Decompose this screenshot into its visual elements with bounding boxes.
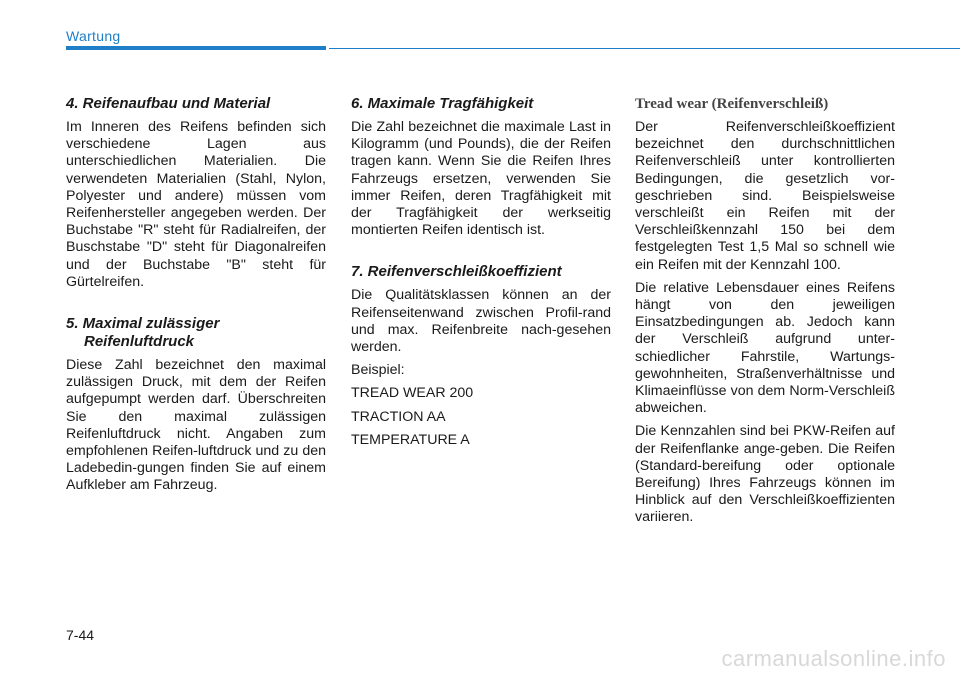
section-title: Wartung [66, 28, 121, 44]
paragraph-tread-wear-1: Der Reifenverschleißkoeffizient bezeichnet den durchschnittlichen Reifenverschleiß unter kontrollierten Bedingungen, die gesetzlich vor-geschrieben sind. Beispielsweise verschleißt ein Reifen mit der Verschleißkennzahl 150 bei dem festgelegten Test 1,5 Mal so schnell wie ein Reifen mit der Kennzahl 100. [635, 119, 895, 273]
example-line: TEMPERATURE A [351, 431, 470, 448]
paragraph-max-load: Die Zahl bezeichnet die maximale Last in Kilogramm (und Pounds), die der Reifen tragen kann. Wenn Sie die Reifen Ihres Fahrzeugs ersetzen, verwenden Sie immer Reifen, deren Tragfähigkeit mit der Tragfähigkeit der werkseitig montierten Reifen identisch ist. [351, 119, 611, 239]
heading-max-load: 6. Maximale Tragfähigkeit [351, 95, 534, 112]
watermark: carmanualsonline.info [721, 646, 946, 671]
page-number: 7-44 [66, 627, 95, 643]
example-line: TREAD WEAR 200 [351, 385, 474, 402]
paragraph-max-pressure: Diese Zahl bezeichnet den maximal zulässigen Druck, mit dem der Reifen aufgepumpt werden darf. Überschreiten Sie den maximal zulässigen Reifenluftdruck nicht. Angaben zum empfohlenen Reifen-luftdruck und zu den Ladebedin-gungen finden Sie auf einem Aufkleber am Fahrzeug. [66, 357, 326, 494]
paragraph-tread-wear-2: Die relative Lebensdauer eines Reifens hängt von den jeweiligen Einsatzbedingungen ab. Jedoch kann der Verschleiß aufgrund unter-schiedlicher Fahrstile, Wartungs-gewohnheiten, Straßenverhältnisse und Klimaeinflüsse von dem Norm-Verschleiß abweichen. [635, 279, 895, 417]
heading-tire-construction: 4. Reifenaufbau und Material [66, 95, 271, 112]
header-rule-thick [66, 46, 326, 50]
heading-max-pressure: 5. Maximal zulässiger Reifenluftdruck [66, 315, 220, 351]
paragraph-tread-wear-3: Die Kennzahlen sind bei PKW-Reifen auf der Reifenflanke ange-geben. Die Reifen (Standard-bereifung oder optionale Bereifung) Ihres Fahrzeugs können im Hinblick auf den Verschleißkoeffizienten variieren. [635, 423, 895, 526]
example-line: TRACTION AA [351, 408, 446, 425]
example-label: Beispiel: [351, 362, 405, 379]
header-rule-thin [329, 48, 960, 49]
heading-tread-wear: Tread wear (Reifenverschleiß) [635, 96, 829, 112]
paragraph-wear-coefficient: Die Qualitätsklassen können an der Reifenseitenwand zwischen Profil-rand und max. Reifenbreite nach-gesehen werden. [351, 287, 611, 356]
column-right [635, 95, 895, 533]
column-left [66, 95, 326, 501]
heading-wear-coefficient: 7. Reifenverschleißkoeffizient [351, 263, 562, 281]
paragraph-tire-construction: Im Inneren des Reifens befinden sich verschiedene Lagen aus unterschiedlichen Materialien. Die verwendeten Materialien (Stahl, Nylon, Polyester und andere) müssen vom Reifenhersteller angegeben werden. Der Buchstabe "R" steht für Radialreifen, der Buschstabe "D" steht für Diagonalreifen und der Buchstabe "B" steht für Gürtelreifen. [66, 119, 326, 290]
column-middle [351, 95, 611, 455]
